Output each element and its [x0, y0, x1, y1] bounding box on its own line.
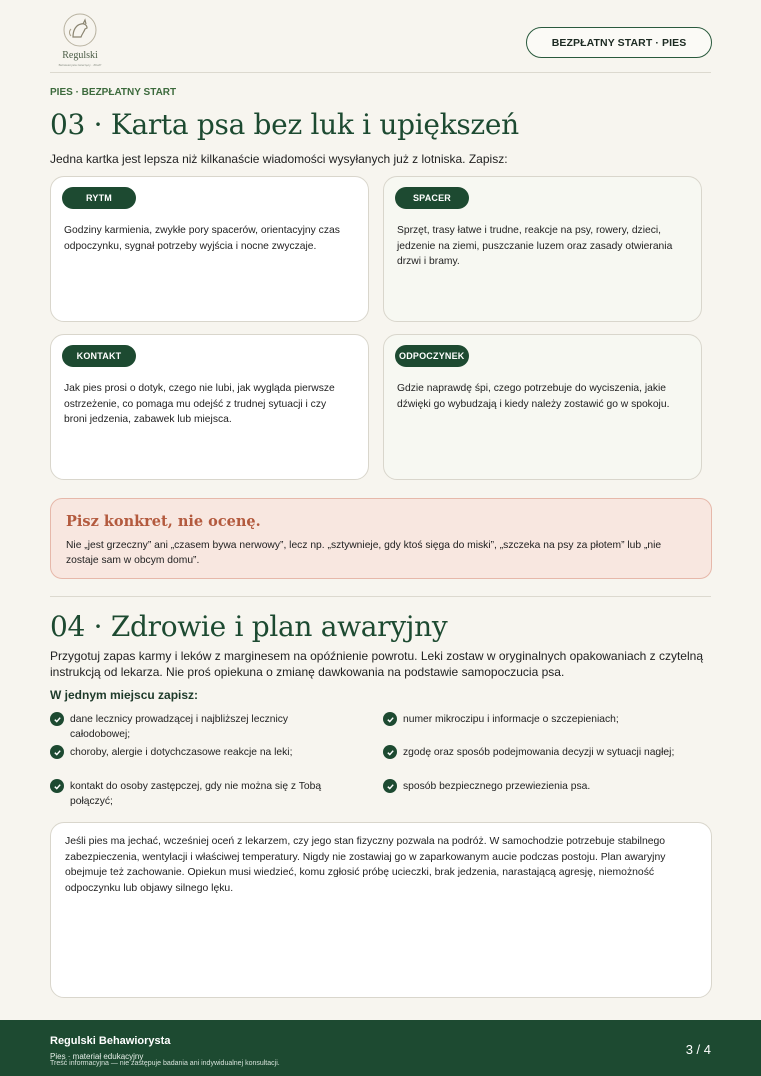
logo-tagline: Behawiorysta zwierzęcy · ZKwP [58, 63, 102, 67]
checklist-item: dane lecznicy prowadzącej i najbliższej lecznicy całodobowej; [50, 712, 340, 742]
check-icon [50, 779, 64, 793]
tip-text: Nie „jest grzeczny” ani „czasem bywa nerwowy”, lecz np. „sztywnieje, gdy ktoś sięga do miski”, „szczeka na psy za płotem” lub „nie zostaje sam w obcym domu”. [66, 540, 662, 566]
checklist-item: choroby, alergie i dotychczasowe reakcje na leki; [50, 745, 350, 760]
card-rest-text: Gdzie naprawdę śpi, czego potrzebuje do wyciszenia, jakie dźwięki go wybudzają i kiedy należy zostawić go w spokoju. [397, 383, 670, 410]
section-4-title: 04 · Zdrowie i plan awaryjny [50, 610, 448, 643]
free-start-button[interactable]: BEZPŁATNY START · PIES [526, 27, 712, 58]
section-3-title: 03 · Karta psa bez luk i upiększeń [50, 108, 519, 141]
check-icon [383, 712, 397, 726]
check-icon [383, 779, 397, 793]
card-contact [50, 334, 369, 480]
checklist-item: zgodę oraz sposób podejmowania decyzji w sytuacji nagłej; [383, 745, 708, 760]
checklist-title: W jednym miejscu zapisz: [50, 688, 199, 702]
page-footer [0, 1020, 761, 1076]
check-icon [50, 712, 64, 726]
checklist-item: sposób bezpiecznego przewiezienia psa. [383, 779, 683, 794]
tag-rest: ODPOCZYNEK [395, 345, 469, 367]
tag-walk: SPACER [395, 187, 469, 209]
footer-subtitle: Pies · materiał edukacyjny [50, 1052, 144, 1061]
breadcrumb: PIES · BEZPŁATNY START [50, 87, 177, 98]
card-walk-text: Sprzęt, trasy łatwe i trudne, reakcje na psy, rowery, dzieci, jedzenie na ziemi, puszczanie luzem oraz zasady otwierania drzwi i bramy. [397, 225, 673, 267]
section-3-intro: Jedna kartka jest lepsza niż kilkanaście wiadomości wysyłanych już z lotniska. Zapisz: [50, 152, 508, 166]
card-rest [383, 334, 702, 480]
card-rhythm [50, 176, 369, 322]
card-rhythm-text: Godziny karmienia, zwykłe pory spacerów, orientacyjny czas odpoczynku, sygnał potrzeby wyjścia i nocne zwyczaje. [64, 225, 340, 252]
check-icon [383, 745, 397, 759]
check-icon [50, 745, 64, 759]
header-divider [50, 72, 711, 73]
tag-rhythm: RYTM [62, 187, 136, 209]
section-4-intro: Przygotuj zapas karmy i leków z marginesem na opóźnienie powrotu. Leki zostaw w oryginalnych opakowaniach z czytelną instrukcją od lekarza. Nie proś opiekuna o zmianę dawkowania na podstawie samopoczucia psa. [50, 649, 703, 679]
travel-plan-text: Jeśli pies ma jechać, wcześniej oceń z lekarzem, czy jego stan fizyczny pozwala na podróż. W samochodzie potrzebuje stabilnego zabezpieczenia, wentylacji i właściwej temperatury. Nigdy nie zostawiaj go w zaparkowanym aucie podczas postoju. Plan awaryjny obejmuje też zachowanie. Opiekun musi wiedzieć, komu zgłosić próbę ucieczki, brak jedzenia, narastającą agresję, niemożność odpoczynku lub objawy silnego lęku. [65, 836, 666, 894]
brand-logo[interactable] [56, 12, 104, 72]
tip-title: Pisz konkret, nie ocenę. [66, 513, 261, 530]
checklist-item: numer mikroczipu i informacje o szczepieniach; [383, 712, 703, 727]
footer-brand: Regulski Behawiorysta [50, 1035, 171, 1047]
dog-logo-icon [62, 12, 98, 48]
section-divider [50, 596, 711, 597]
page-number: 3 / 4 [685, 1042, 711, 1057]
logo-name: Regulski [62, 50, 98, 61]
tag-contact: KONTAKT [62, 345, 136, 367]
tip-callout [50, 498, 712, 579]
card-contact-text: Jak pies prosi o dotyk, czego nie lubi, jak wygląda pierwsze ostrzeżenie, co pomaga mu odejść z trudnej sytuacji i czy broni jedzenia, zabawek lub miejsca. [64, 383, 335, 425]
card-walk [383, 176, 702, 322]
footer-disclaimer: Treść informacyjna — nie zastępuje badania ani indywidualnej konsultacji. [50, 1060, 280, 1067]
travel-plan-box [50, 822, 712, 998]
checklist-item: kontakt do osoby zastępczej, gdy nie można się z Tobą połączyć; [50, 779, 350, 809]
